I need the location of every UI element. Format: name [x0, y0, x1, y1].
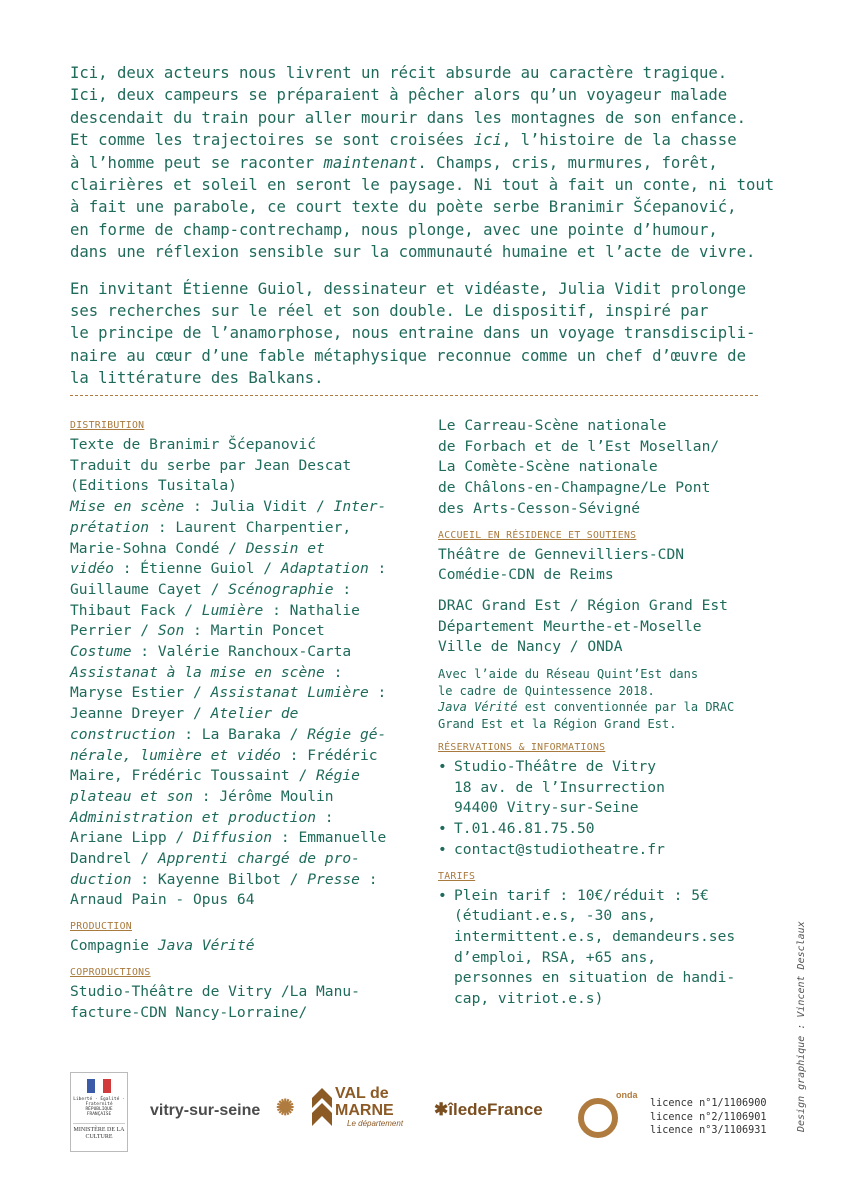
- tarif-line: • Plein tarif : 10€/réduit : 5€: [438, 886, 738, 907]
- distribution-heading: DISTRIBUTION: [70, 420, 145, 431]
- ministere-text: MINISTÈRE DE LA CULTURE: [73, 1123, 125, 1141]
- support-line: Département Meurthe-et-Moselle: [438, 617, 702, 635]
- coproduction-line: des Arts-Cesson-Sévigné: [438, 499, 641, 517]
- vitry-star-icon: ✺: [276, 1095, 295, 1120]
- support-note-line: Grand Est et la Région Grand Est.: [438, 716, 677, 731]
- credit-line: Administration et production :: [70, 808, 334, 826]
- credit-line: Arnaud Pain - Opus 64: [70, 891, 255, 909]
- vitry-logo-text: vitry-sur-seine: [150, 1102, 261, 1119]
- val-de-marne-mark-icon: [312, 1088, 332, 1128]
- coproduction-line: Studio-Théâtre de Vitry /La Manu-: [70, 982, 360, 1000]
- vitry-logo: [150, 1095, 295, 1120]
- credit-line: Marie-Sohna Condé / Dessin et: [70, 539, 325, 557]
- credit-line: Assistanat à la mise en scène :: [70, 663, 343, 681]
- email-link[interactable]: • contact@studiotheatre.fr: [438, 840, 738, 861]
- licence-line: licence n°2/1106901: [650, 1111, 767, 1123]
- val-de-marne-subtitle: Le département: [347, 1119, 404, 1128]
- address-line: 18 av. de l’Insurrection: [454, 778, 665, 796]
- credits-column-left: [70, 420, 415, 1033]
- tarifs-heading: TARIFS: [438, 870, 476, 882]
- tarif-line: intermittent.e.s, demandeurs.ses: [454, 927, 736, 945]
- coproduction-line: de Forbach et de l’Est Mosellan/: [438, 437, 720, 455]
- marianne-icon: [87, 1079, 111, 1093]
- credit-line: Mise en scène : Julia Vidit / Inter-: [70, 498, 387, 516]
- val-de-marne-text: VAL de MARNE: [335, 1085, 394, 1119]
- intro-paragraph-2: [70, 278, 790, 390]
- credit-line: vidéo : Étienne Guiol / Adaptation :: [70, 560, 387, 578]
- design-credit: Design graphique : Vincent Desclaux: [796, 921, 807, 1132]
- support-note-line: Java Vérité est conventionnée par la DRAC: [438, 700, 735, 715]
- credit-line: plateau et son : Jérôme Moulin: [70, 787, 334, 805]
- credit-line: Texte de Branimir Šćepanović: [70, 436, 317, 453]
- coproduction-line: facture-CDN Nancy-Lorraine/: [70, 1003, 308, 1021]
- support-line: Ville de Nancy / ONDA: [438, 638, 623, 656]
- onda-text: onda: [616, 1090, 638, 1100]
- production-heading: PRODUCTION: [70, 921, 132, 933]
- credit-line: Jeanne Dreyer / Atelier de: [70, 705, 299, 723]
- intro-line: dans une réflexion sensible sur la communauté humaine et l’acte de vivre.: [70, 243, 756, 262]
- credit-line: Guillaume Cayet / Scénographie :: [70, 580, 352, 598]
- intro-line: en forme de champ-contrechamp, nous plonge, avec une pointe d’humour,: [70, 220, 718, 239]
- address-line: 94400 Vitry-sur-Seine: [454, 799, 639, 817]
- star-icon: ✱: [434, 1100, 449, 1119]
- phone-number[interactable]: • T.01.46.81.75.50: [438, 819, 738, 840]
- coproductions-section: [70, 967, 415, 1023]
- support-line: Comédie-CDN de Reims: [438, 566, 614, 584]
- intro-line: Ici, deux campeurs se préparaient à pêcher alors qu’un voyageur malade: [70, 86, 728, 105]
- licence-line: licence n°3/1106931: [650, 1125, 767, 1136]
- licences: [650, 1097, 767, 1138]
- intro-line: clairières et soleil en seront le paysage. Ni tout à fait un conte, ni tout: [70, 176, 775, 195]
- intro-line: à fait une parabole, ce court texte du poète serbe Branimir Šćepanović,: [70, 198, 737, 217]
- credit-line: Traduit du serbe par Jean Descat: [70, 456, 352, 474]
- ministere-culture-logo: [70, 1072, 128, 1152]
- tarif-line: (étudiant.e.s, -30 ans,: [454, 907, 657, 925]
- accueil-heading: ACCUEIL EN RÉSIDENCE ET SOUTIENS: [438, 529, 637, 541]
- intro-line: à l’homme peut se raconter maintenant. Champs, cris, murmures, forêt,: [70, 153, 718, 172]
- credit-line: duction : Kayenne Bilbot / Presse :: [70, 870, 378, 888]
- production-line: Compagnie Java Vérité: [70, 937, 255, 955]
- distribution-section: [70, 420, 415, 911]
- ile-de-france-logo: ✱îledeFrance: [434, 1100, 543, 1119]
- credit-line: Maryse Estier / Assistanat Lumière :: [70, 684, 387, 702]
- credit-line: Thibaut Fack / Lumière : Nathalie: [70, 601, 360, 619]
- intro-line: le principe de l’anamorphose, nous entraine dans un voyage transdiscipli-: [70, 324, 756, 343]
- tarif-line: d’emploi, RSA, +65 ans,: [454, 948, 657, 966]
- support-line: DRAC Grand Est / Région Grand Est: [438, 596, 728, 614]
- coproductions-continued: [438, 416, 738, 520]
- credit-line: (Editions Tusitala): [70, 477, 237, 495]
- intro-text: [70, 62, 790, 404]
- support-note: [438, 666, 738, 732]
- intro-line: la littérature des Balkans.: [70, 369, 324, 388]
- intro-line: En invitant Étienne Guiol, dessinateur et vidéaste, Julia Vidit prolonge: [70, 279, 746, 298]
- tarifs-section: [438, 871, 738, 1010]
- intro-line: ses recherches sur le réel et son double. Le dispositif, inspiré par: [70, 302, 709, 321]
- dashed-divider: [70, 395, 758, 396]
- coproductions-heading: COPRODUCTIONS: [70, 966, 151, 978]
- credit-line: Maire, Frédéric Toussaint / Régie: [70, 767, 360, 785]
- licence-line: licence n°1/1106900: [650, 1098, 767, 1109]
- intro-line: Ici, deux acteurs nous livrent un récit absurde au caractère tragique.: [70, 64, 728, 82]
- credit-line: Costume : Valérie Ranchoux-Carta: [70, 643, 352, 661]
- address-line: • Studio-Théâtre de Vitry: [438, 757, 738, 778]
- reservations-heading: RÉSERVATIONS & INFORMATIONS: [438, 742, 606, 754]
- support-note-line: le cadre de Quintessence 2018.: [438, 683, 655, 698]
- support-line: Théâtre de Gennevilliers-CDN: [438, 545, 685, 563]
- credit-line: prétation : Laurent Charpentier,: [70, 518, 352, 536]
- coproduction-line: Le Carreau-Scène nationale: [438, 417, 667, 434]
- intro-line: naire au cœur d’une fable métaphysique reconnue comme un chef d’œuvre de: [70, 346, 746, 365]
- accueil-section: [438, 530, 738, 733]
- credits-column-right: [438, 416, 738, 1020]
- ministere-rf-text: Liberté · Égalité · Fraternité RÉPUBLIQUE FRANÇAISE: [73, 1097, 125, 1117]
- coproduction-line: de Châlons-en-Champagne/Le Pont: [438, 479, 711, 497]
- tarif-line: personnes en situation de handi-: [454, 969, 736, 987]
- reservations-section: [438, 742, 738, 861]
- credit-line: Dandrel / Apprenti chargé de pro-: [70, 850, 360, 868]
- production-section: [70, 921, 415, 957]
- support-note-line: Avec l’aide du Réseau Quint’Est dans: [438, 667, 699, 682]
- val-de-marne-logo: [312, 1086, 422, 1134]
- credit-line: Ariane Lipp / Diffusion : Emmanuelle: [70, 829, 387, 847]
- coproduction-line: La Comète-Scène nationale: [438, 458, 658, 476]
- intro-line: descendait du train pour aller mourir dans les montagnes de son enfance.: [70, 108, 746, 127]
- credit-line: nérale, lumière et vidéo : Frédéric: [70, 746, 378, 764]
- onda-ring-icon: [578, 1098, 618, 1138]
- credit-line: construction : La Baraka / Régie gé-: [70, 725, 387, 743]
- intro-paragraph-1: [70, 62, 790, 264]
- tarif-line: cap, vitriot.e.s): [454, 990, 604, 1008]
- credit-line: Perrier / Son : Martin Poncet: [70, 622, 325, 640]
- intro-line: Et comme les trajectoires se sont croisées ici, l’histoire de la chasse: [70, 131, 737, 150]
